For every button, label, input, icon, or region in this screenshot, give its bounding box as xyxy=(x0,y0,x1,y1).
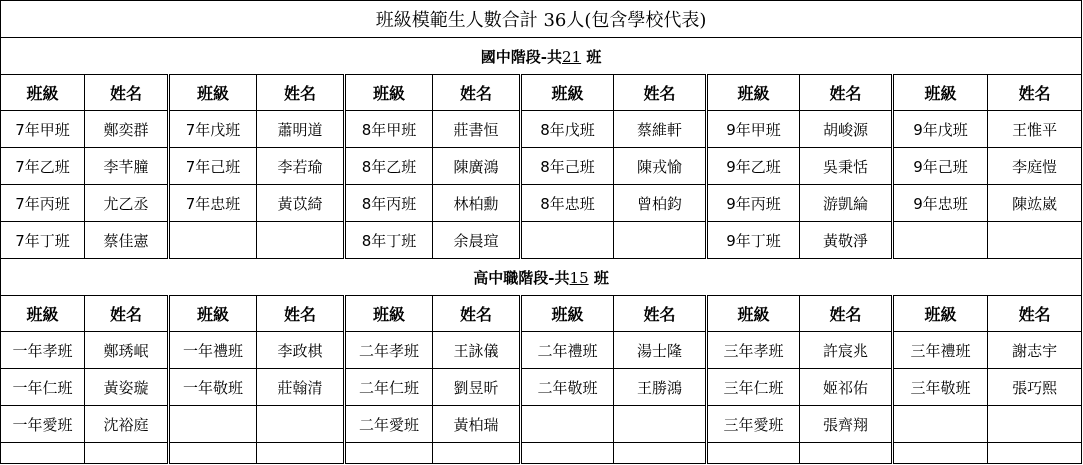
student-name-cell xyxy=(257,222,345,259)
student-name-cell: 蔡維軒 xyxy=(614,111,707,148)
student-name-cell xyxy=(257,443,345,464)
column-header-class: 班級 xyxy=(169,296,257,332)
column-header-name: 姓名 xyxy=(85,296,169,332)
class-cell xyxy=(169,406,257,443)
class-cell xyxy=(1,443,85,464)
column-header-class: 班級 xyxy=(521,296,614,332)
junior-label-prefix: 國中階段-共 xyxy=(480,47,563,66)
student-name-cell: 李若瑜 xyxy=(257,148,345,185)
junior-label-suffix: 班 xyxy=(586,47,602,66)
column-header-name: 姓名 xyxy=(257,75,345,111)
class-cell: 7年己班 xyxy=(169,148,257,185)
student-name-cell: 黃姿璇 xyxy=(85,369,169,406)
column-header-name: 姓名 xyxy=(800,75,893,111)
student-name-cell: 王惟平 xyxy=(988,111,1082,148)
student-name-cell: 莊翰清 xyxy=(257,369,345,406)
student-name-cell: 湯士隆 xyxy=(614,332,707,369)
class-cell xyxy=(707,443,800,464)
student-name-cell: 李庭愷 xyxy=(988,148,1082,185)
class-cell: 8年己班 xyxy=(521,148,614,185)
class-cell: 8年戊班 xyxy=(521,111,614,148)
column-header-name: 姓名 xyxy=(257,296,345,332)
class-cell: 8年乙班 xyxy=(345,148,433,185)
class-cell: 7年丙班 xyxy=(1,185,85,222)
student-name-cell: 張巧熙 xyxy=(988,369,1082,406)
student-name-cell: 李芊膧 xyxy=(85,148,169,185)
column-header-class: 班級 xyxy=(521,75,614,111)
class-cell: 9年乙班 xyxy=(707,148,800,185)
student-name-cell: 曾柏鈞 xyxy=(614,185,707,222)
student-name-cell xyxy=(988,222,1082,259)
class-cell: 二年禮班 xyxy=(521,332,614,369)
class-cell: 7年戊班 xyxy=(169,111,257,148)
class-cell: 8年丙班 xyxy=(345,185,433,222)
class-cell: 三年敬班 xyxy=(893,369,988,406)
class-cell: 三年愛班 xyxy=(707,406,800,443)
student-name-cell: 沈裕庭 xyxy=(85,406,169,443)
column-header-class: 班級 xyxy=(707,296,800,332)
class-cell xyxy=(169,222,257,259)
class-cell: 二年愛班 xyxy=(345,406,433,443)
student-name-cell: 陳戎愉 xyxy=(614,148,707,185)
column-header-name: 姓名 xyxy=(988,296,1082,332)
student-name-cell xyxy=(614,406,707,443)
class-cell xyxy=(345,443,433,464)
class-cell xyxy=(521,443,614,464)
student-name-cell: 王詠儀 xyxy=(433,332,521,369)
class-cell: 三年孝班 xyxy=(707,332,800,369)
class-cell: 一年禮班 xyxy=(169,332,257,369)
column-header-class: 班級 xyxy=(893,296,988,332)
student-name-cell xyxy=(800,443,893,464)
class-cell: 9年甲班 xyxy=(707,111,800,148)
class-cell: 一年敬班 xyxy=(169,369,257,406)
column-header-name: 姓名 xyxy=(614,296,707,332)
class-cell: 二年孝班 xyxy=(345,332,433,369)
table-row xyxy=(1,332,1082,369)
senior-class-count: 15 xyxy=(569,268,589,287)
class-cell xyxy=(893,222,988,259)
student-name-cell xyxy=(614,443,707,464)
column-header-class: 班級 xyxy=(893,75,988,111)
student-name-cell xyxy=(614,222,707,259)
class-cell xyxy=(521,406,614,443)
column-header-class: 班級 xyxy=(345,296,433,332)
class-cell: 一年仁班 xyxy=(1,369,85,406)
page-title: 班級模範生人數合計 36人(包含學校代表) xyxy=(1,1,1082,38)
class-cell: 9年戊班 xyxy=(893,111,988,148)
senior-section-header xyxy=(1,259,1082,296)
class-cell: 三年仁班 xyxy=(707,369,800,406)
student-name-cell: 陳竑崴 xyxy=(988,185,1082,222)
class-cell: 二年仁班 xyxy=(345,369,433,406)
class-cell xyxy=(893,443,988,464)
table-row xyxy=(1,111,1082,148)
student-name-cell: 謝志宇 xyxy=(988,332,1082,369)
class-cell: 7年甲班 xyxy=(1,111,85,148)
column-header-class: 班級 xyxy=(707,75,800,111)
student-name-cell xyxy=(85,443,169,464)
junior-class-count: 21 xyxy=(562,47,582,66)
senior-label-prefix: 高中職階段-共 xyxy=(473,268,570,287)
class-cell: 一年孝班 xyxy=(1,332,85,369)
student-name-cell: 林柏勳 xyxy=(433,185,521,222)
student-name-cell: 許宸兆 xyxy=(800,332,893,369)
class-cell: 9年丁班 xyxy=(707,222,800,259)
student-name-cell: 鄭琇岷 xyxy=(85,332,169,369)
class-cell: 9年忠班 xyxy=(893,185,988,222)
table-row xyxy=(1,222,1082,259)
student-name-cell: 黃苡綺 xyxy=(257,185,345,222)
student-name-cell: 蔡佳憲 xyxy=(85,222,169,259)
class-cell: 三年禮班 xyxy=(893,332,988,369)
class-cell xyxy=(893,406,988,443)
student-name-cell: 李政棋 xyxy=(257,332,345,369)
junior-header-row xyxy=(1,75,1082,111)
student-name-cell: 吳秉恬 xyxy=(800,148,893,185)
class-cell: 8年丁班 xyxy=(345,222,433,259)
student-name-cell: 黃敬淨 xyxy=(800,222,893,259)
student-name-cell: 姬祁佑 xyxy=(800,369,893,406)
column-header-name: 姓名 xyxy=(85,75,169,111)
class-cell: 9年丙班 xyxy=(707,185,800,222)
student-name-cell xyxy=(988,406,1082,443)
table-row xyxy=(1,406,1082,443)
student-name-cell: 劉昱昕 xyxy=(433,369,521,406)
column-header-class: 班級 xyxy=(345,75,433,111)
column-header-class: 班級 xyxy=(1,296,85,332)
column-header-name: 姓名 xyxy=(433,75,521,111)
table-row xyxy=(1,148,1082,185)
student-name-cell: 張齊翔 xyxy=(800,406,893,443)
column-header-name: 姓名 xyxy=(614,75,707,111)
column-header-name: 姓名 xyxy=(988,75,1082,111)
student-name-cell: 游凱綸 xyxy=(800,185,893,222)
student-name-cell: 胡峻源 xyxy=(800,111,893,148)
student-name-cell: 王勝鴻 xyxy=(614,369,707,406)
student-name-cell: 尤乙丞 xyxy=(85,185,169,222)
class-cell: 一年愛班 xyxy=(1,406,85,443)
student-name-cell: 陳廣鴻 xyxy=(433,148,521,185)
student-name-cell: 莊書恒 xyxy=(433,111,521,148)
class-cell: 7年忠班 xyxy=(169,185,257,222)
class-cell xyxy=(521,222,614,259)
student-name-cell: 余晨瑄 xyxy=(433,222,521,259)
class-cell: 8年忠班 xyxy=(521,185,614,222)
class-cell: 8年甲班 xyxy=(345,111,433,148)
student-name-cell xyxy=(988,443,1082,464)
class-cell: 二年敬班 xyxy=(521,369,614,406)
class-cell: 7年丁班 xyxy=(1,222,85,259)
junior-section-header xyxy=(1,38,1082,75)
student-name-cell: 蕭明道 xyxy=(257,111,345,148)
column-header-class: 班級 xyxy=(169,75,257,111)
table-row xyxy=(1,443,1082,464)
student-name-cell xyxy=(433,443,521,464)
class-cell: 7年乙班 xyxy=(1,148,85,185)
student-name-cell: 鄭奕群 xyxy=(85,111,169,148)
student-name-cell: 黃柏瑞 xyxy=(433,406,521,443)
column-header-class: 班級 xyxy=(1,75,85,111)
student-name-cell xyxy=(257,406,345,443)
class-cell xyxy=(169,443,257,464)
class-cell: 9年己班 xyxy=(893,148,988,185)
column-header-name: 姓名 xyxy=(433,296,521,332)
table-row xyxy=(1,369,1082,406)
senior-label-suffix: 班 xyxy=(593,268,609,287)
table-row xyxy=(1,185,1082,222)
column-header-name: 姓名 xyxy=(800,296,893,332)
senior-header-row xyxy=(1,296,1082,332)
